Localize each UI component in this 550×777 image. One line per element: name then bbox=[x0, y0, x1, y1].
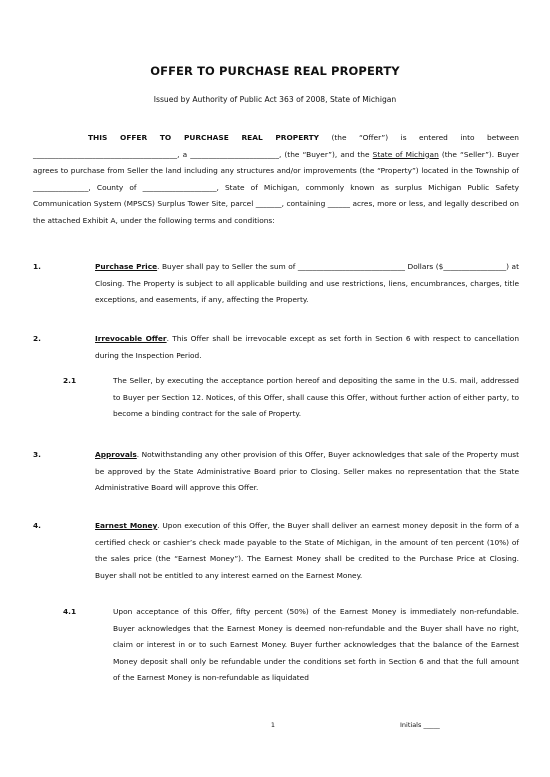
section-3-number: 3. bbox=[33, 450, 41, 459]
section-1-paragraph bbox=[95, 259, 519, 309]
section-1-number: 1. bbox=[33, 262, 41, 271]
section-2-1-paragraph: The Seller, by executing the acceptance portion hereof and depositing the same in the U.S. mail, addressed to Buyer per Section 12. Notices, of this Offer, shall cause this Offer, without further action of either party, to become a binding contract for the sale of Property. bbox=[113, 376, 519, 418]
section-2-number: 2. bbox=[33, 334, 41, 343]
section-3-paragraph bbox=[95, 447, 519, 497]
intro-text-1: (the “Offer”) is entered into between _______________________________________, a ________________________, (the “Buyer”), and the bbox=[33, 133, 519, 159]
document-title: OFFER TO PURCHASE REAL PROPERTY bbox=[150, 64, 400, 78]
section-1-text: . Buyer shall pay to Seller the sum of _____________________________ Dollars ($_________________) at Closing. The Property is subject to all applicable building and use restrictions, liens, encumbrances, charges, title exceptions, and easements, if any, affecting the Property. bbox=[95, 262, 519, 304]
page-number: 1 bbox=[270, 721, 276, 729]
intro-text-2: (the “Seller”). Buyer agrees to purchase from Seller the land including any structures and/or improvements (the “Property”) located in the Township of _______________, County of ____________________, State of Michigan, commonly known as surplus Michigan Public Safety Communication System (MPSCS) Surplus Tower Site, parcel _______, containing ______ acres, more or less, and legally described on the attached Exhibit A, under the following terms and conditions: bbox=[33, 149, 519, 225]
section-4-text: . Upon execution of this Offer, the Buyer shall deliver an earnest money deposit in the form of a certified check or cashier’s check made payable to the State of Michigan, in the amount of ten percent (10%) of the sales price (the “Earnest Money”). The Earnest Money shall be credited to the Purchase Price at Closing. Buyer shall not be entitled to any interest earned on the Earnest Money. bbox=[95, 521, 520, 580]
intro-lead: THIS OFFER TO PURCHASE REAL PROPERTY bbox=[88, 133, 320, 142]
intro-state: State of Michigan bbox=[372, 149, 439, 159]
section-4-number: 4. bbox=[33, 521, 41, 530]
section-2-heading: Irrevocable Offer bbox=[95, 334, 167, 343]
section-4-1-number: 4.1 bbox=[63, 607, 77, 616]
section-2-text: . This Offer shall be irrevocable except as set forth in Section 6 with respect to cancellation during the Inspection Period. bbox=[95, 334, 519, 360]
section-3-text: . Notwithstanding any other provision of this Offer, Buyer acknowledges that sale of the Property must be approved by the State Administrative Board prior to Closing. Seller makes no representation that the State Administrative Board will approve this Offer. bbox=[95, 450, 519, 492]
section-1-heading: Purchase Price bbox=[95, 262, 158, 271]
section-4-1-paragraph: Upon acceptance of this Offer, fifty percent (50%) of the Earnest Money is immediately non-refundable. Buyer acknowledges that the Earnest Money is deemed non-refundable and the Buyer shall have no right, claim or interest in or to such Earnest Money. Buyer further acknowledges that the balance of the Earnest Money deposit shall only be refundable under the conditions set forth in Section 6 and that the full amount of the Earnest Money is non-refundable as liquidated bbox=[113, 607, 519, 682]
section-3-heading: Approvals bbox=[95, 450, 137, 459]
document-subtitle: Issued by Authority of Public Act 363 of 2008, State of Michigan bbox=[153, 95, 397, 104]
initials-field: Initials _____ bbox=[400, 721, 440, 729]
section-2-paragraph bbox=[95, 331, 519, 364]
section-4-heading: Earnest Money bbox=[95, 521, 158, 530]
section-2-1-number: 2.1 bbox=[63, 376, 77, 385]
section-4-paragraph bbox=[95, 518, 519, 584]
intro-paragraph bbox=[33, 130, 519, 229]
